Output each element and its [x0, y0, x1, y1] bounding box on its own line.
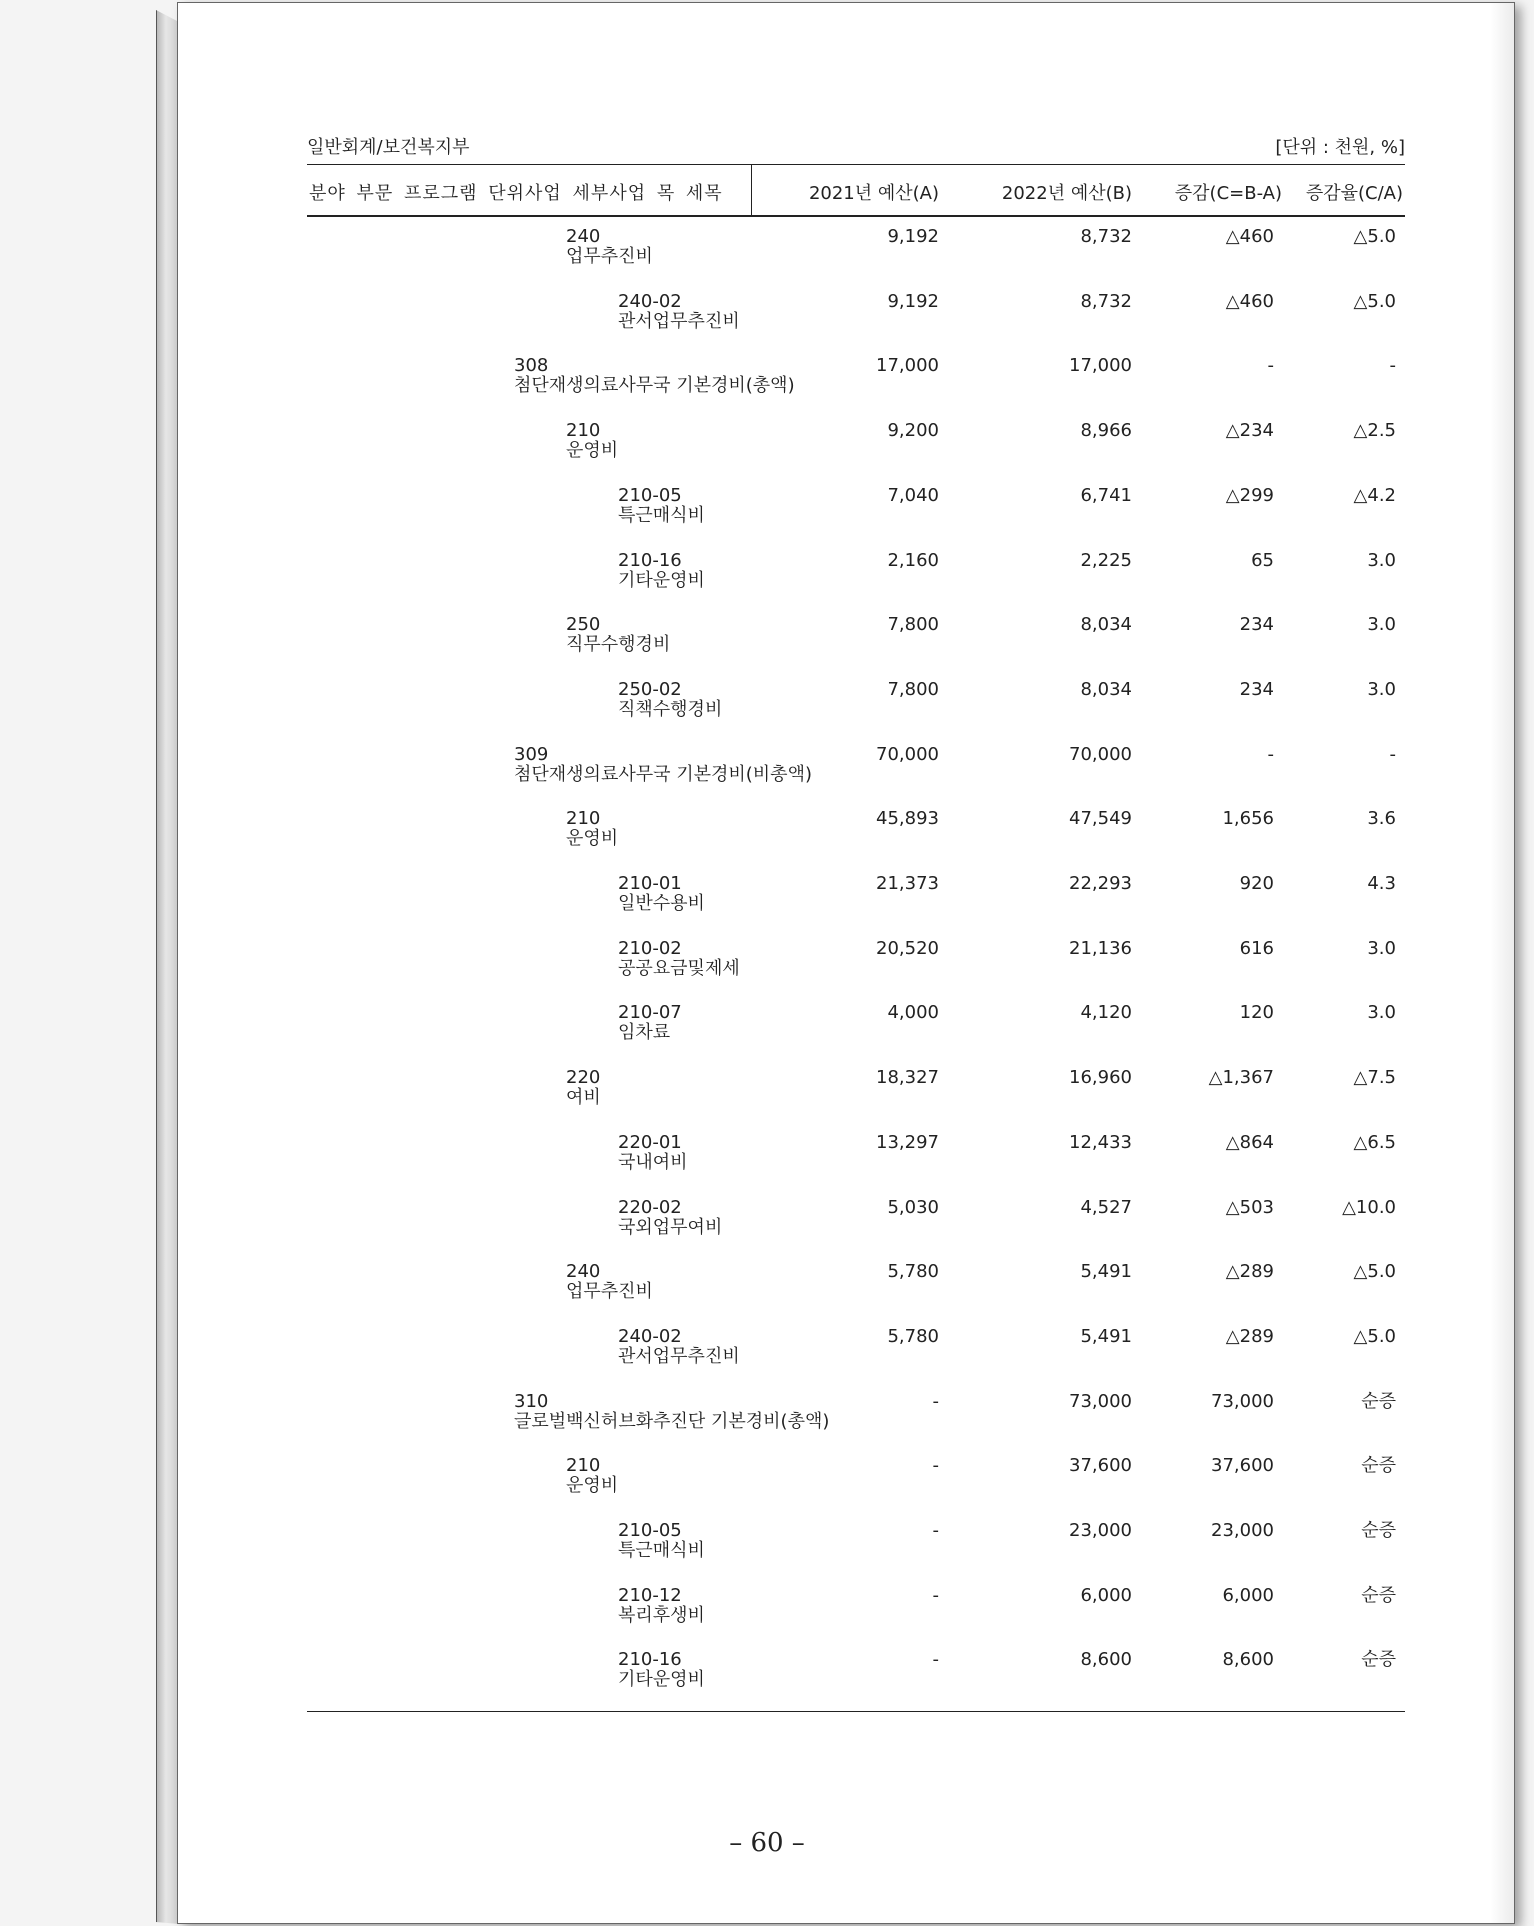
- change-value: △460: [1225, 290, 1274, 312]
- budget-2021-value: -: [932, 1520, 939, 1541]
- table-row: [307, 1443, 1405, 1507]
- budget-2022-value: 8,600: [1080, 1649, 1132, 1671]
- header-change: 증감(C=B-A): [1174, 183, 1282, 204]
- item-name: 관서업무추진비: [618, 1345, 740, 1367]
- table-row: [307, 214, 1405, 278]
- table-row: [307, 1055, 1405, 1119]
- item-code: 210-16: [618, 549, 682, 571]
- change-rate-value: 순증: [1361, 1390, 1396, 1412]
- change-value: 73,000: [1211, 1390, 1274, 1412]
- budget-2022-value: 6,000: [1080, 1584, 1132, 1606]
- budget-2021-value: 2,160: [887, 549, 939, 571]
- book-spine: [156, 4, 179, 1924]
- budget-2021-value: 4,000: [887, 1002, 939, 1024]
- item-name: 임차료: [618, 1022, 671, 1044]
- change-rate-value: 순증: [1361, 1520, 1396, 1541]
- change-rate-value: 3.0: [1367, 937, 1396, 959]
- item-code: 250-02: [618, 678, 682, 700]
- budget-2021-value: 20,520: [876, 937, 939, 959]
- change-rate-value: 3.0: [1367, 678, 1396, 700]
- change-value: △460: [1225, 226, 1274, 247]
- budget-2021-value: 13,297: [876, 1131, 939, 1153]
- change-rate-value: 3.0: [1367, 549, 1396, 571]
- budget-2021-value: 7,040: [887, 484, 939, 506]
- change-value: 120: [1239, 1002, 1274, 1024]
- item-name: 특근매식비: [618, 504, 705, 526]
- change-value: 1,656: [1222, 808, 1274, 830]
- item-code: 308: [514, 355, 549, 377]
- change-rate-value: △5.0: [1353, 1325, 1396, 1347]
- change-value: △299: [1225, 484, 1274, 506]
- table-row: [307, 1573, 1405, 1637]
- change-value: 616: [1239, 937, 1274, 959]
- table-row: [307, 1379, 1405, 1443]
- table-row: [307, 1185, 1405, 1249]
- change-value: △289: [1225, 1261, 1274, 1283]
- header-budget-2022: 2022년 예산(B): [1001, 183, 1132, 204]
- budget-2022-value: 12,433: [1069, 1131, 1132, 1153]
- item-name: 첨단재생의료사무국 기본경비(총액): [514, 375, 795, 397]
- change-value: 234: [1239, 614, 1274, 636]
- table-row: [307, 926, 1405, 990]
- item-code: 210: [566, 420, 601, 442]
- change-rate-value: 순증: [1361, 1649, 1396, 1671]
- item-name: 운영비: [566, 828, 619, 850]
- change-value: △1,367: [1208, 1067, 1274, 1089]
- budget-2021-value: 17,000: [876, 355, 939, 377]
- change-value: △289: [1225, 1325, 1274, 1347]
- table-row: [307, 343, 1405, 407]
- table-header: [307, 164, 1405, 217]
- table-row: [307, 1508, 1405, 1572]
- budget-2022-value: 17,000: [1069, 355, 1132, 377]
- budget-2021-value: 70,000: [876, 743, 939, 765]
- item-name: 글로벌백신허브화추진단 기본경비(총액): [514, 1410, 830, 1432]
- budget-2021-value: 9,192: [887, 226, 939, 247]
- item-code: 240: [566, 1261, 601, 1283]
- budget-2022-value: 8,732: [1080, 226, 1132, 247]
- budget-2022-value: 8,034: [1080, 614, 1132, 636]
- document-header: [307, 133, 1405, 159]
- item-code: 210: [566, 808, 601, 830]
- item-name: 공공요금및제세: [618, 957, 740, 979]
- budget-2022-value: 8,966: [1080, 420, 1132, 442]
- item-name: 직무수행경비: [566, 634, 671, 656]
- table-row: [307, 1249, 1405, 1313]
- change-rate-value: △6.5: [1353, 1131, 1396, 1153]
- item-name: 첨단재생의료사무국 기본경비(비총액): [514, 763, 812, 785]
- budget-2022-value: 22,293: [1069, 873, 1132, 894]
- table-row: [307, 1637, 1405, 1701]
- budget-2022-value: 6,741: [1080, 484, 1132, 506]
- budget-2022-value: 16,960: [1069, 1067, 1132, 1089]
- account-title: 일반회계/보건복지부: [307, 137, 470, 158]
- change-rate-value: 3.6: [1367, 808, 1396, 830]
- item-code: 250: [566, 614, 601, 636]
- budget-2022-value: 37,600: [1069, 1455, 1132, 1477]
- change-rate-value: △2.5: [1353, 420, 1396, 442]
- table-row: [307, 1120, 1405, 1184]
- header-change-rate: 증감율(C/A): [1305, 183, 1403, 204]
- change-rate-value: △5.0: [1353, 1261, 1396, 1283]
- page-number: – 60 –: [729, 1828, 805, 1858]
- item-name: 국내여비: [618, 1151, 688, 1173]
- item-name: 일반수용비: [618, 893, 705, 914]
- budget-2021-value: 5,030: [887, 1196, 939, 1218]
- budget-2022-value: 23,000: [1069, 1520, 1132, 1541]
- header-divider: [751, 165, 752, 215]
- budget-2022-value: 2,225: [1080, 549, 1132, 571]
- item-name: 국외업무여비: [618, 1216, 723, 1238]
- change-rate-value: 3.0: [1367, 1002, 1396, 1024]
- item-code: 220: [566, 1067, 601, 1089]
- budget-2021-value: 45,893: [876, 808, 939, 830]
- change-value: 37,600: [1211, 1455, 1274, 1477]
- item-code: 210-05: [618, 484, 682, 506]
- change-rate-value: △10.0: [1342, 1196, 1396, 1218]
- item-name: 특근매식비: [618, 1540, 705, 1561]
- unit-label: [단위 : 천원, %]: [1275, 137, 1405, 158]
- item-name: 기타운영비: [618, 1669, 705, 1691]
- table-row: [307, 538, 1405, 602]
- change-value: -: [1267, 743, 1274, 765]
- budget-2022-value: 4,120: [1080, 1002, 1132, 1024]
- budget-2022-value: 5,491: [1080, 1261, 1132, 1283]
- change-rate-value: -: [1389, 355, 1396, 377]
- budget-2021-value: -: [932, 1455, 939, 1477]
- item-name: 운영비: [566, 440, 619, 462]
- item-name: 관서업무추진비: [618, 310, 740, 332]
- change-value: -: [1267, 355, 1274, 377]
- table-row: [307, 473, 1405, 537]
- header-category: 분야 부문 프로그램 단위사업 세부사업 목 세목: [309, 183, 723, 204]
- item-code: 210-12: [618, 1584, 682, 1606]
- table-row: [307, 861, 1405, 925]
- change-value: 6,000: [1222, 1584, 1274, 1606]
- item-code: 309: [514, 743, 549, 765]
- item-code: 310: [514, 1390, 549, 1412]
- item-name: 직책수행경비: [618, 698, 723, 720]
- budget-2021-value: 9,192: [887, 290, 939, 312]
- budget-2022-value: 8,034: [1080, 678, 1132, 700]
- change-value: △503: [1225, 1196, 1274, 1218]
- item-name: 복리후생비: [618, 1604, 705, 1626]
- budget-2021-value: 18,327: [876, 1067, 939, 1089]
- item-name: 업무추진비: [566, 246, 653, 267]
- change-rate-value: 순증: [1361, 1584, 1396, 1606]
- item-code: 210-16: [618, 1649, 682, 1671]
- budget-2021-value: -: [932, 1584, 939, 1606]
- budget-2022-value: 8,732: [1080, 290, 1132, 312]
- change-rate-value: △7.5: [1353, 1067, 1396, 1089]
- budget-2022-value: 47,549: [1069, 808, 1132, 830]
- change-value: 234: [1239, 678, 1274, 700]
- budget-2021-value: 21,373: [876, 873, 939, 894]
- table-row: [307, 667, 1405, 731]
- item-code: 210-07: [618, 1002, 682, 1024]
- table-row: [307, 1314, 1405, 1378]
- budget-2021-value: 9,200: [887, 420, 939, 442]
- budget-2022-value: 73,000: [1069, 1390, 1132, 1412]
- item-code: 210-05: [618, 1520, 682, 1541]
- change-value: 23,000: [1211, 1520, 1274, 1541]
- budget-2022-value: 4,527: [1080, 1196, 1132, 1218]
- item-code: 220-01: [618, 1131, 682, 1153]
- item-name: 여비: [566, 1087, 601, 1109]
- budget-2021-value: -: [932, 1390, 939, 1412]
- table-row: [307, 732, 1405, 796]
- change-rate-value: 4.3: [1367, 873, 1396, 894]
- item-code: 220-02: [618, 1196, 682, 1218]
- item-code: 210-01: [618, 873, 682, 894]
- item-name: 업무추진비: [566, 1281, 653, 1303]
- page-edge-shadow: [1490, 3, 1514, 1923]
- change-rate-value: △4.2: [1353, 484, 1396, 506]
- item-name: 기타운영비: [618, 569, 705, 591]
- change-rate-value: △5.0: [1353, 290, 1396, 312]
- item-code: 210: [566, 1455, 601, 1477]
- change-rate-value: -: [1389, 743, 1396, 765]
- table-row: [307, 279, 1405, 343]
- table-row: [307, 602, 1405, 666]
- change-rate-value: 3.0: [1367, 614, 1396, 636]
- header-budget-2021: 2021년 예산(A): [808, 183, 939, 204]
- item-code: 240-02: [618, 290, 682, 312]
- change-rate-value: △5.0: [1353, 226, 1396, 247]
- change-value: 65: [1251, 549, 1274, 571]
- change-value: 920: [1239, 873, 1274, 894]
- budget-2021-value: -: [932, 1649, 939, 1671]
- item-name: 운영비: [566, 1475, 619, 1497]
- change-value: 8,600: [1222, 1649, 1274, 1671]
- change-value: △234: [1225, 420, 1274, 442]
- change-rate-value: 순증: [1361, 1455, 1396, 1477]
- item-code: 240-02: [618, 1325, 682, 1347]
- budget-2021-value: 5,780: [887, 1261, 939, 1283]
- budget-2022-value: 5,491: [1080, 1325, 1132, 1347]
- budget-2021-value: 5,780: [887, 1325, 939, 1347]
- item-code: 210-02: [618, 937, 682, 959]
- budget-2021-value: 7,800: [887, 614, 939, 636]
- table-row: [307, 408, 1405, 472]
- table-bottom-rule: [307, 1711, 1405, 1712]
- item-code: 240: [566, 226, 601, 247]
- table-row: [307, 796, 1405, 860]
- budget-2022-value: 21,136: [1069, 937, 1132, 959]
- budget-2022-value: 70,000: [1069, 743, 1132, 765]
- budget-2021-value: 7,800: [887, 678, 939, 700]
- change-value: △864: [1225, 1131, 1274, 1153]
- table-row: [307, 990, 1405, 1054]
